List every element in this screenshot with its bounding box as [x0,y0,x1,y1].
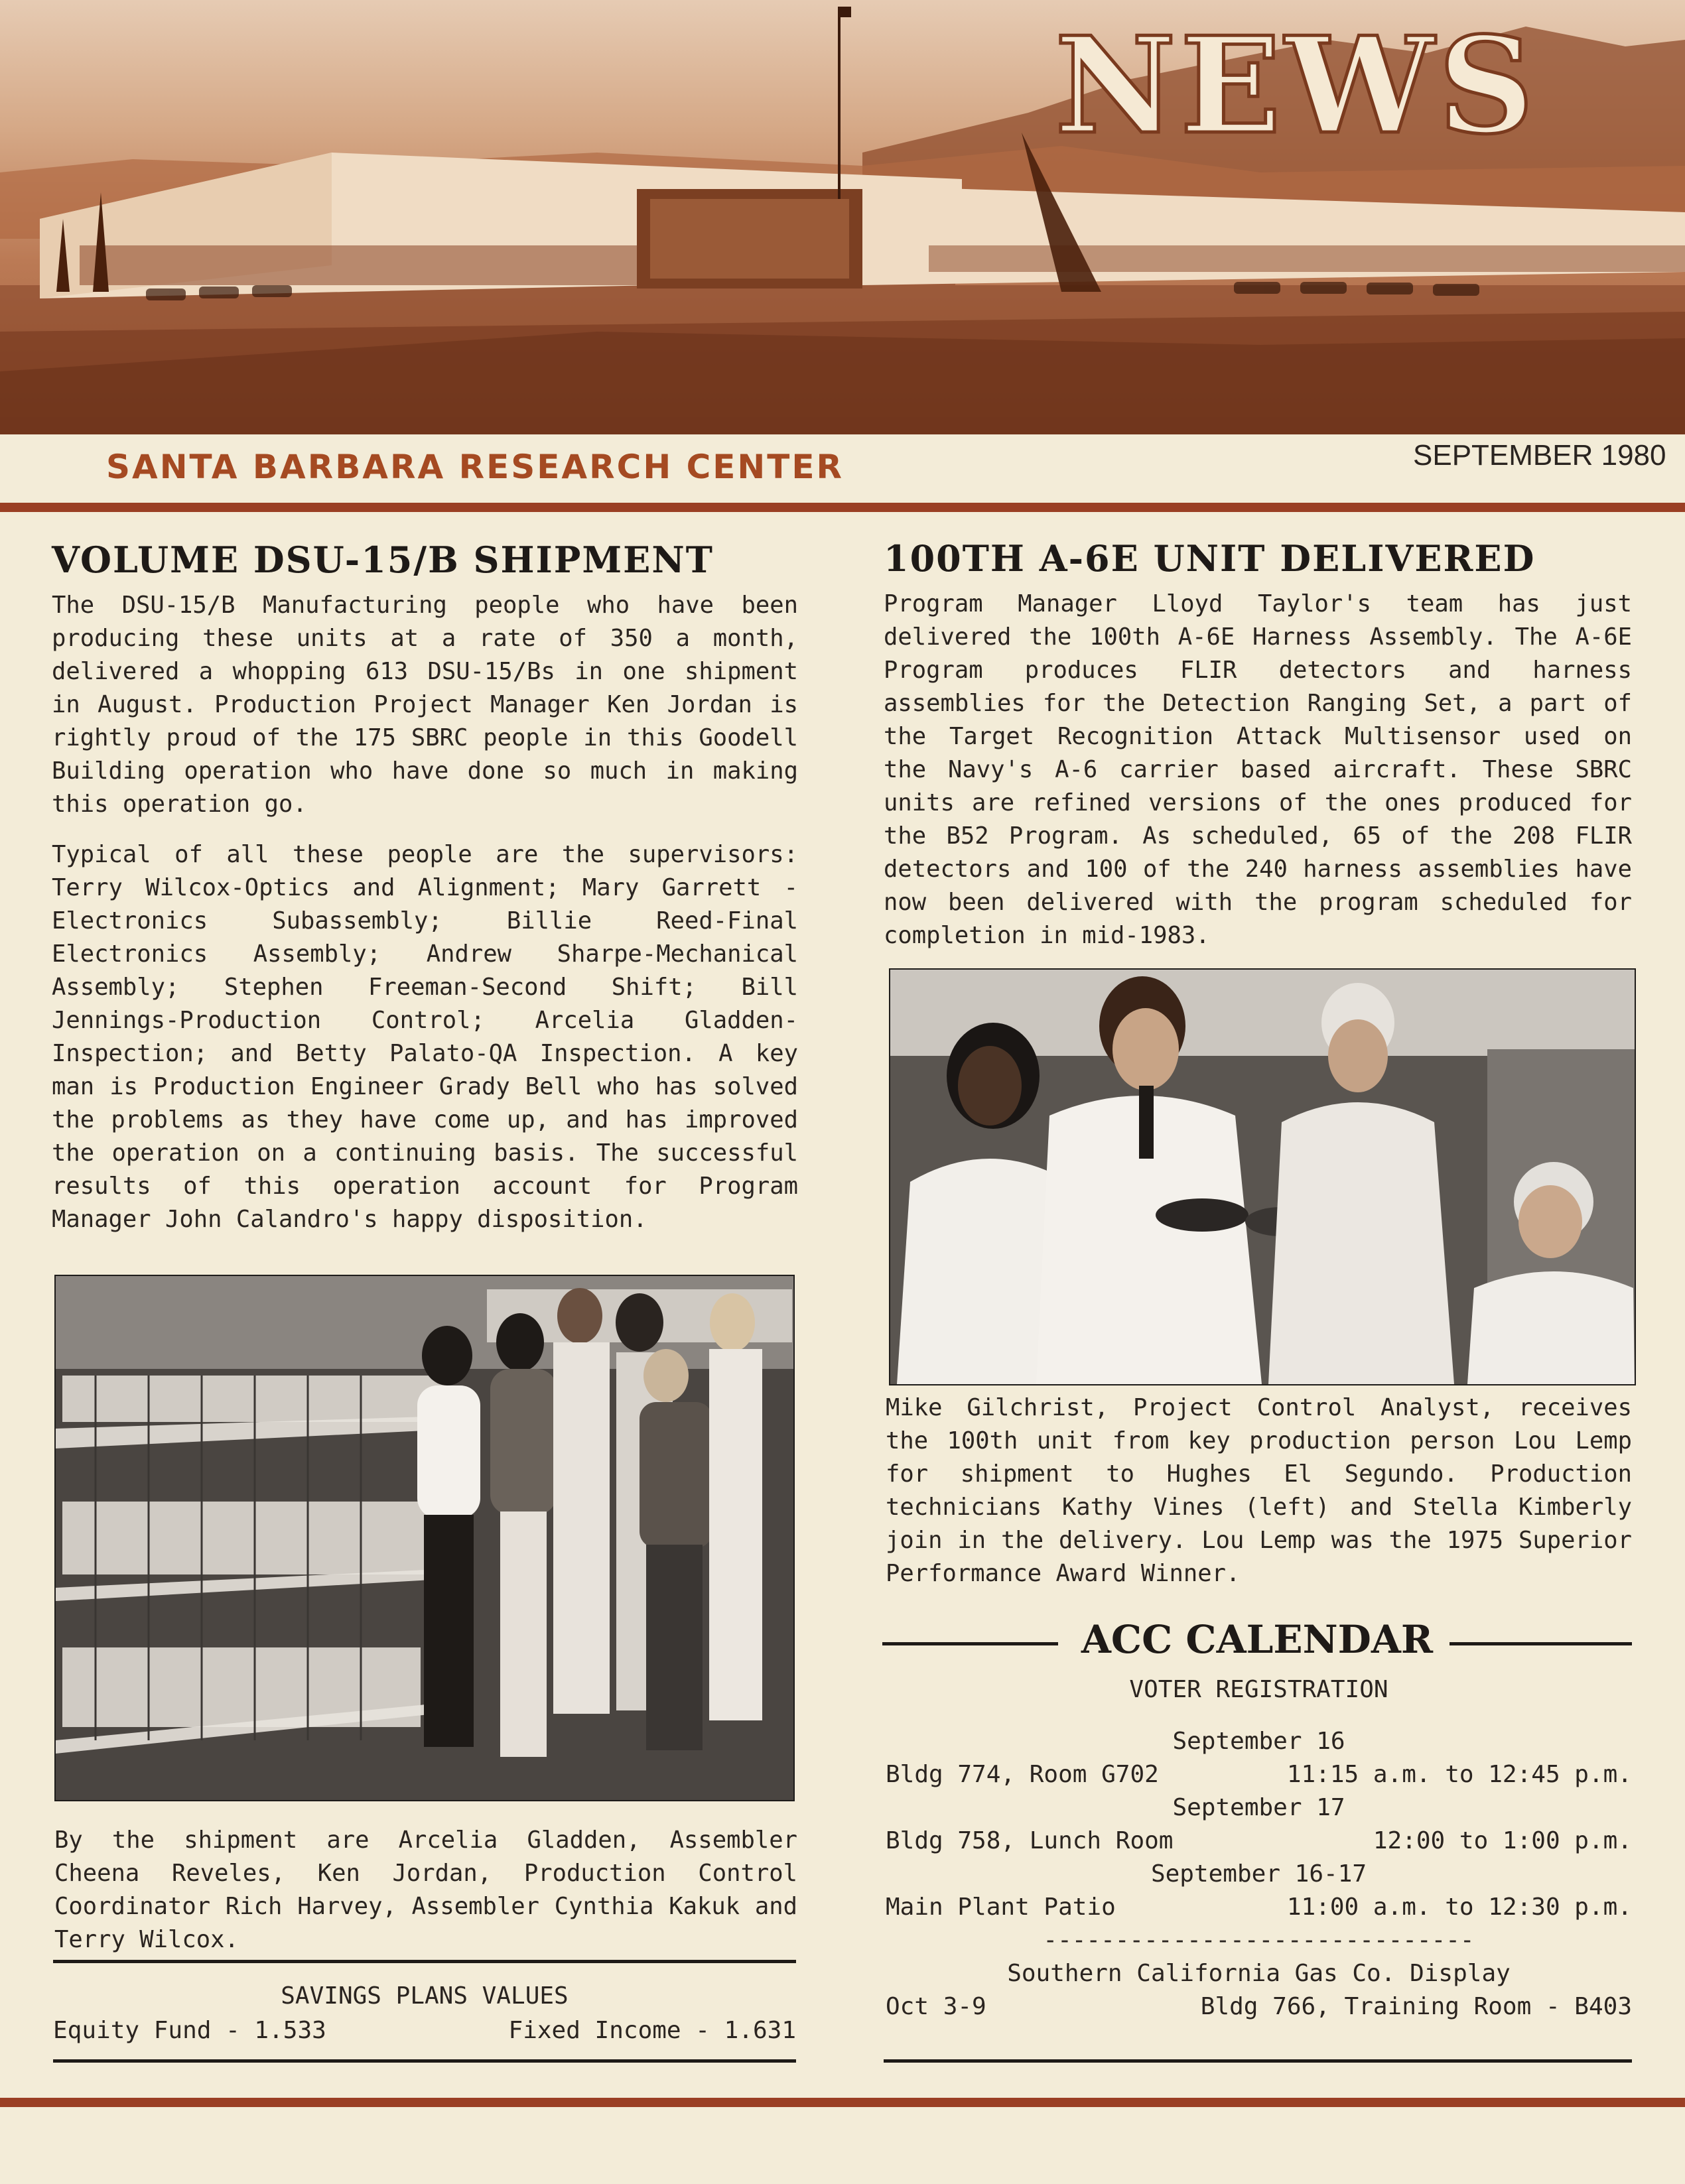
caption-rule [53,1960,796,1963]
bottom-divider [0,2098,1685,2107]
calendar-subtitle: VOTER REGISTRATION [1129,1676,1388,1703]
fixed-income-value: Fixed Income - 1.631 [508,2017,796,2044]
session-time: 12:00 to 1:00 p.m. [1373,1827,1632,1854]
calendar-heading [882,1617,1632,1670]
left-paragraph: The DSU-15/B Manufacturing people who have been producing these units at a rate of 350 a month, delivered a whopping 613 DSU-15/Bs in one shipment in August. Production Project Manager Ken Jordan is rightly proud of the 175 SBRC people in this Goodell Building operation who have done so much in making this operation go. [52,592,798,818]
right-headline: 100TH A-6E UNIT DELIVERED [884,537,1536,580]
savings-rule [53,2059,796,2063]
delivery-caption: Mike Gilchrist, Project Control Analyst, receives the 100th unit from key production person Lou Lemp for shipment to Hughes El Segundo. Production technicians Kathy Vines (left) and Stella Kimberly join in the delivery. Lou Lemp was the 1975 Superior Performance Award Winner. [886,1394,1632,1587]
savings-title: SAVINGS PLANS VALUES [281,1982,569,2010]
display-place: Bldg 766, Training Room - B403 [1200,1993,1632,2020]
shipment-photo [54,1275,795,1801]
right-article-body: Program Manager Lloyd Taylor's team has just delivered the 100th A-6E Harness Assembly. The A-6E Program produces FLIR detectors and harness assemblies for the Detection Ranging Set, a part of the Target Recognition Attack Multisensor used on the Navy's A-6 carrier based aircraft. These SBRC units are refined versions of the ones produced for the B52 Program. As scheduled, 65 of the 208 FLIR detectors and 100 of the 240 harness assemblies have now been delivered with the program scheduled for completion in mid-1983. [884,590,1632,949]
calendar-rule-right [1449,1642,1632,1645]
equity-fund-value: Equity Fund - 1.533 [53,2017,326,2044]
session-row [886,1758,1632,1791]
session-place: Main Plant Patio [886,1894,1116,1921]
calendar-dashed-divider: ------------------------------ [1043,1927,1475,1954]
shipment-caption: By the shipment are Arcelia Gladden, Assembler Cheena Reveles, Ken Jordan, Production Control Coordinator Rich Harvey, Assembler Cynthia Kakuk and Terry Wilcox. [54,1827,797,1953]
left-article-body [52,589,798,1236]
masthead-illustration [0,0,1685,434]
session-date: September 17 [1172,1794,1345,1821]
delivery-photo [889,968,1636,1385]
session-time: 11:15 a.m. to 12:45 p.m. [1286,1761,1632,1788]
organization-name: SANTA BARBARA RESEARCH CENTER [106,448,844,486]
left-paragraph: Typical of all these people are the supervisors: Terry Wilcox-Optics and Alignment; Mary Garrett -Electronics Subassembly; Billie Reed-Final Electronics Assembly; Andrew Sharpe-Mechanical Assembly; Stephen Freeman-Second Shift; Bill Jennings-Production Control; Arcelia Gladden-Inspection; and Betty Palato-QA Inspection. A key man is Production Engineer Grady Bell who has solved the problems as they have come up, and has improved the operation on a continuing basis. The successful results of this operation account for Program Manager John Calandro's happy disposition. [52,841,798,1233]
left-headline: VOLUME DSU-15/B SHIPMENT [52,539,714,581]
right-article [884,537,1632,952]
calendar-title: ACC CALENDAR [1081,1617,1434,1662]
savings-row [53,2014,796,2047]
session-row [886,1825,1632,1858]
session-place: Bldg 758, Lunch Room [886,1827,1174,1854]
top-divider [0,503,1685,512]
session-time: 11:00 a.m. to 12:30 p.m. [1286,1894,1632,1921]
session-date: September 16-17 [1150,1860,1367,1888]
session-date: September 16 [1172,1728,1345,1755]
masthead-title: NEWS [1055,8,1538,164]
session-place: Bldg 774, Room G702 [886,1761,1159,1788]
calendar-body [886,1673,1632,2023]
display-dates: Oct 3-9 [886,1993,986,2020]
display-row [886,1990,1632,2023]
left-article [52,539,798,1253]
calendar-rule [884,2059,1632,2063]
session-row [886,1891,1632,1924]
display-title: Southern California Gas Co. Display [1007,1960,1511,1987]
savings-box [53,1980,796,2047]
issue-date: SEPTEMBER 1980 [1413,439,1666,472]
